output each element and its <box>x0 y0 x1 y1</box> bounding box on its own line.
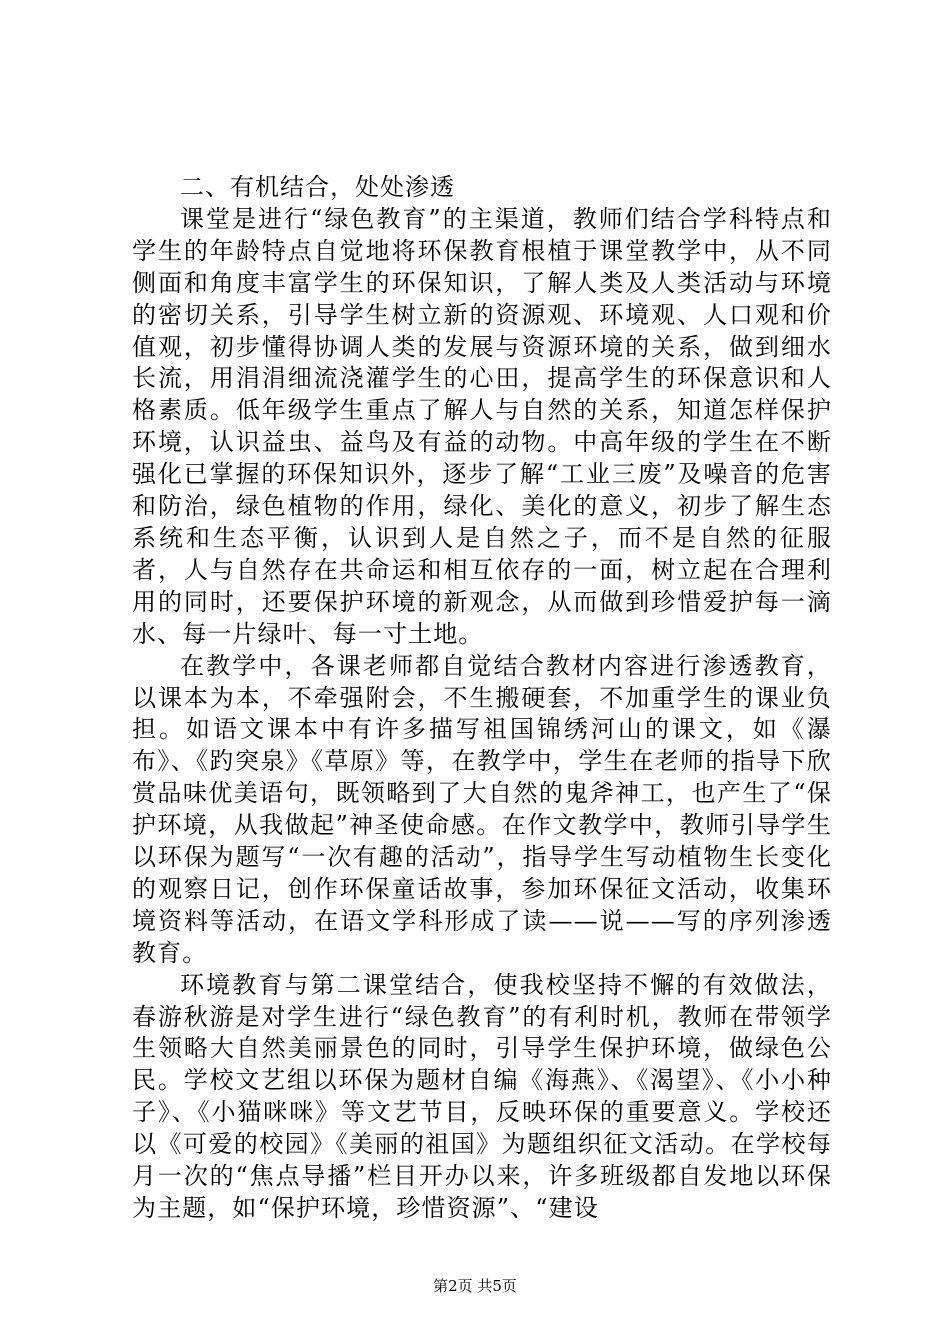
section-heading: 二、有机结合，处处渗透 <box>180 173 455 201</box>
document-body <box>132 172 832 1225</box>
paragraph-2: 在教学中，各课老师都自觉结合教材内容进行渗透教育，以课本为本，不牵强附会，不生搬硬套，不加重学生的课业负担。如语文课本中有许多描写祖国锦绣河山的课文，如《瀑布》、《趵突泉》《草原》等，在教学中，学生在老师的指导下欣赏品味优美语句，既领略到了大自然的鬼斧神工，也产生了“保护环境，从我做起”神圣使命感。在作文教学中，教师引导学生以环保为题写“一次有趣的活动”，指导学生写动植物生长变化的观察日记，创作环保童话故事，参加环保征文活动，收集环境资料等活动，在语文学科形成了读——说——写的序列渗透教育。 <box>132 651 832 967</box>
paragraph-3: 环境教育与第二课堂结合，使我校坚持不懈的有效做法，春游秋游是对学生进行“绿色教育”的有利时机，教师在带领学生领略大自然美丽景色的同时，引导学生保护环境，做绿色公民。学校文艺组以环保为题材自编《海燕》、《渴望》、《小小种子》、《小猫咪咪》等文艺节目，反映环保的重要意义。学校还以《可爱的校园》《美丽的祖国》为题组织征文活动。在学校每月一次的“焦点导播”栏目开办以来，许多班级都自发地以环保为主题，如“保护环境，珍惜资源”、“建设 <box>132 970 832 1222</box>
paragraph-1: 课堂是进行“绿色教育”的主渠道，教师们结合学科特点和学生的年龄特点自觉地将环保教育根植于课堂教学中，从不同侧面和角度丰富学生的环保知识，了解人类及人类活动与环境的密切关系，引导学生树立新的资源观、环境观、人口观和价值观，初步懂得协调人类的发展与资源环境的关系，做到细水长流，用涓涓细流浇灌学生的心田，提高学生的环保意识和人格素质。低年级学生重点了解人与自然的关系，知道怎样保护环境，认识益虫、益鸟及有益的动物。中高年级的学生在不断强化已掌握的环保知识外，逐步了解“工业三废”及噪音的危害和防治，绿色植物的作用，绿化、美化的意义，初步了解生态系统和生态平衡，认识到人是自然之子，而不是自然的征服者，人与自然存在共命运和相互依存的一面，树立起在合理利用的同时，还要保护环境的新观念，从而做到珍惜爱护每一滴水、每一片绿叶、每一寸土地。 <box>132 204 832 648</box>
page-number-footer: 第2页 共5页 <box>433 1277 517 1295</box>
